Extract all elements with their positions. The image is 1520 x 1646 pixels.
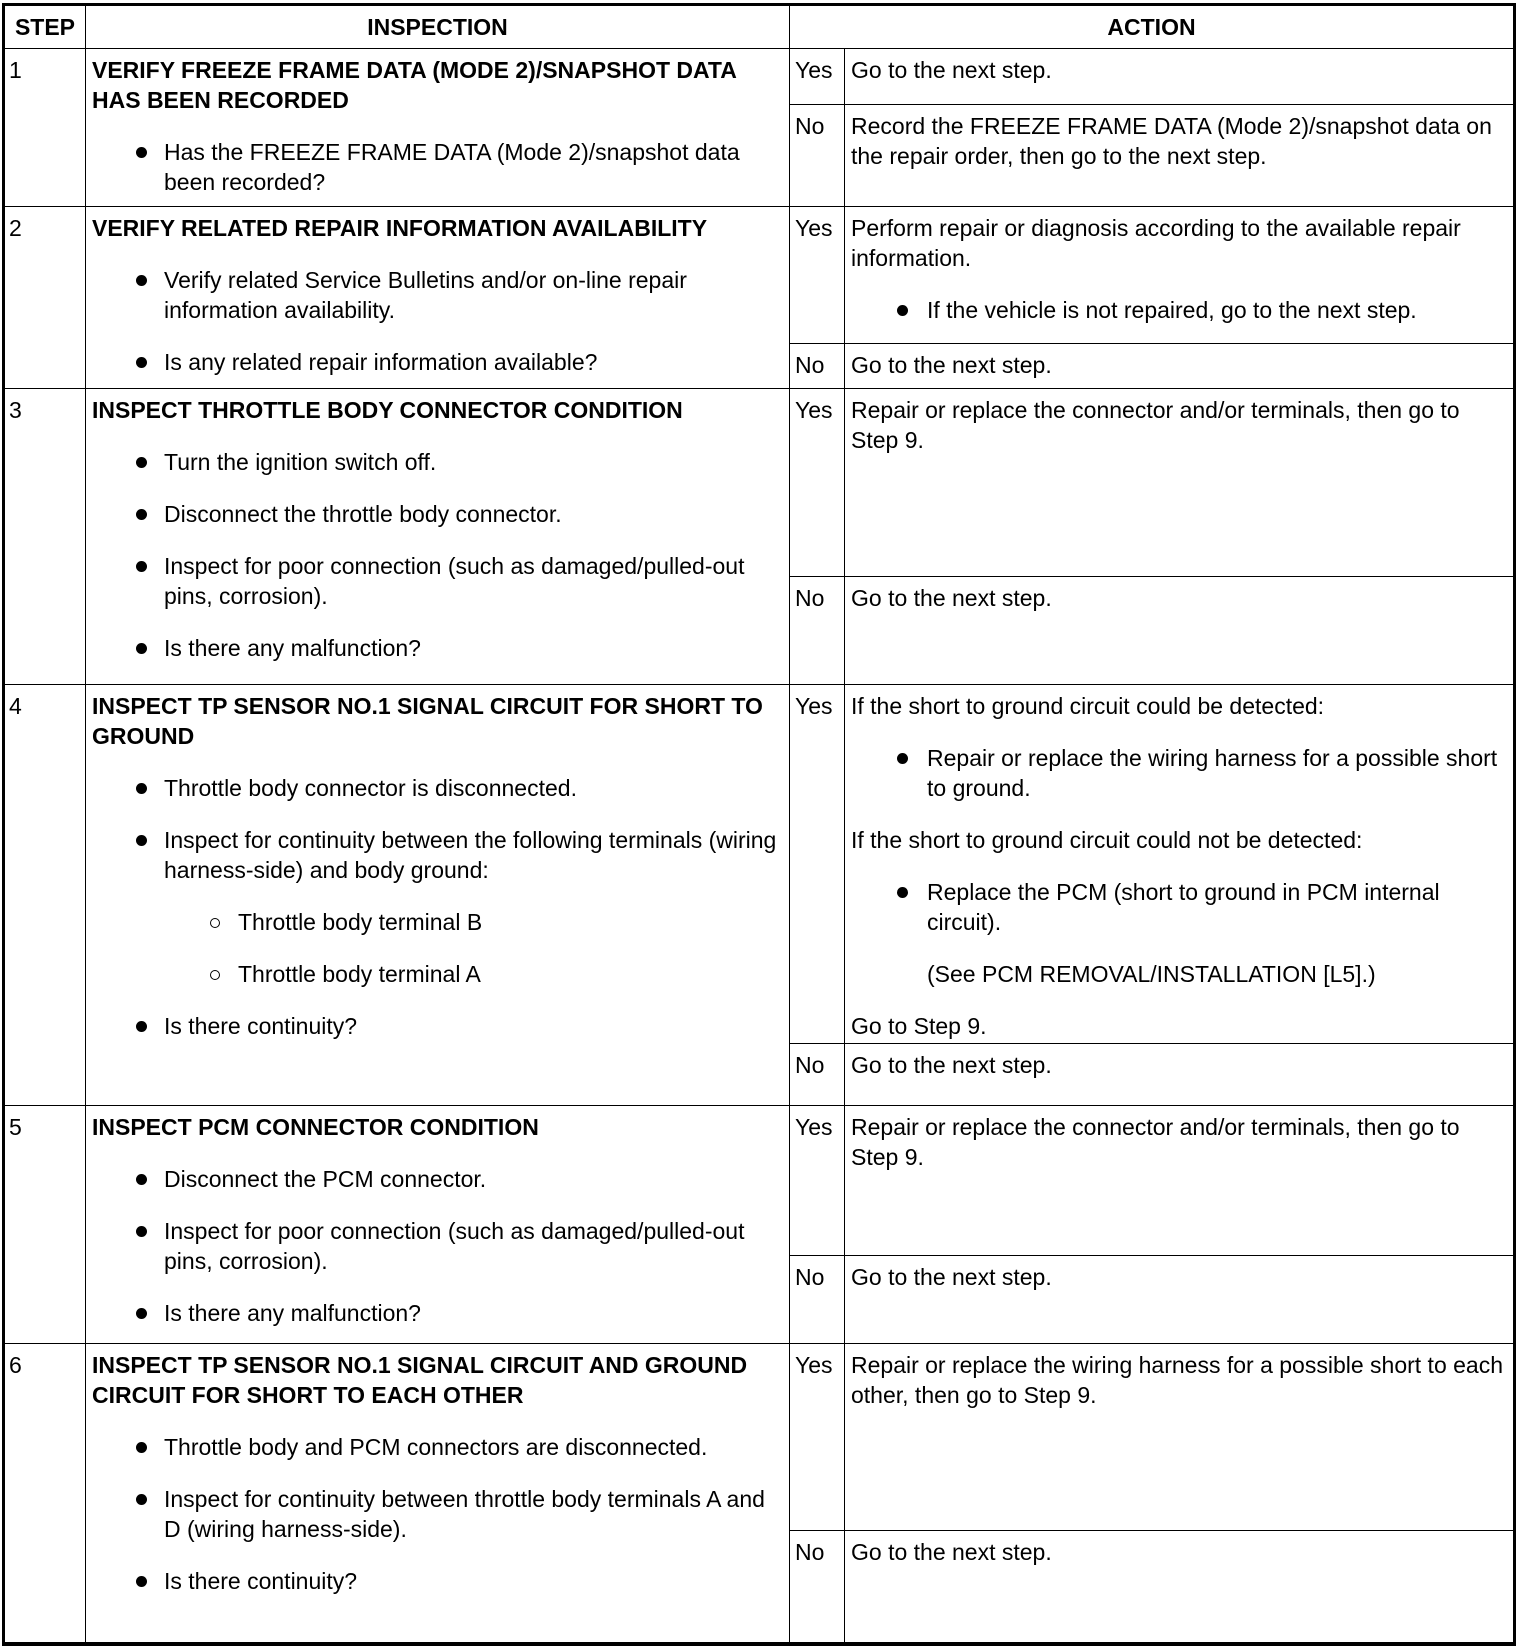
step-number: 5: [5, 1106, 86, 1343]
table-row: [5, 685, 1513, 1106]
bullet-item: Has the FREEZE FRAME DATA (Mode 2)/snapshot data been recorded?: [92, 137, 783, 197]
header-inspection: INSPECTION: [86, 6, 790, 48]
header-step: STEP: [5, 6, 86, 48]
action-paragraph: If the short to ground circuit could be detected:: [851, 693, 1325, 719]
step-number: 6: [5, 1344, 86, 1642]
action-cell: [790, 1344, 1513, 1642]
action-paragraph: Go to the next step.: [851, 1539, 1052, 1565]
bullet-item: Is there any malfunction?: [92, 633, 783, 663]
inspection-cell: [86, 49, 790, 206]
action-yes-text: [845, 49, 1513, 104]
table-header: [5, 6, 1513, 49]
bullet-item: Is there any malfunction?: [92, 1298, 783, 1328]
inspection-cell: [86, 1106, 790, 1343]
bullet-item: Is any related repair information available?: [92, 347, 783, 377]
table-row: [5, 1344, 1513, 1642]
bullet-item: Inspect for continuity between the following terminals (wiring harness-side) and body ground:: [92, 825, 783, 885]
action-yes-row: [790, 685, 1513, 1044]
action-yes-row: [790, 389, 1513, 577]
action-no-text: [845, 577, 1513, 684]
action-cell: [790, 389, 1513, 684]
answer-yes-label: Yes: [790, 685, 845, 1043]
action-paragraph: If the short to ground circuit could not be detected:: [851, 827, 1363, 853]
action-cell: [790, 207, 1513, 388]
action-no-text: [845, 1044, 1513, 1108]
action-yes-text: [845, 207, 1513, 343]
action-paragraph: Go to the next step.: [851, 352, 1052, 378]
bullet-item: Is there continuity?: [92, 1566, 783, 1596]
bullet-item: Disconnect the PCM connector.: [92, 1164, 783, 1194]
action-no-row: [790, 1044, 1513, 1108]
step-number: 4: [5, 685, 86, 1105]
action-cell: [790, 685, 1513, 1105]
inspection-title: INSPECT THROTTLE BODY CONNECTOR CONDITION: [92, 397, 683, 423]
bullet-item: Is there continuity?: [92, 1011, 783, 1041]
action-paragraph: Repair or replace the connector and/or terminals, then go to Step 9.: [851, 397, 1460, 453]
action-paragraph: Record the FREEZE FRAME DATA (Mode 2)/snapshot data on the repair order, then go to the next step.: [851, 113, 1492, 169]
header-action: ACTION: [1107, 14, 1196, 40]
action-paragraph: Repair or replace the wiring harness for a possible short to each other, then go to Step 9.: [851, 1352, 1504, 1408]
action-no-row: [790, 105, 1513, 206]
action-paragraph: Repair or replace the connector and/or terminals, then go to Step 9.: [851, 1114, 1460, 1170]
inspection-cell: [86, 1344, 790, 1642]
answer-no-label: No: [790, 344, 845, 408]
bullet-item: Turn the ignition switch off.: [92, 447, 783, 477]
bullet-item: Disconnect the throttle body connector.: [92, 499, 783, 529]
table-row: [5, 389, 1513, 685]
table-row: [5, 207, 1513, 389]
inspection-title: INSPECT TP SENSOR NO.1 SIGNAL CIRCUIT AND GROUND CIRCUIT FOR SHORT TO EACH OTHER: [92, 1352, 748, 1408]
answer-no-label: No: [790, 1256, 845, 1343]
action-bullet: If the vehicle is not repaired, go to the next step.: [851, 295, 1507, 325]
action-cell: [790, 1106, 1513, 1343]
action-yes-row: [790, 207, 1513, 344]
bullet-item: Inspect for poor connection (such as damaged/pulled-out pins, corrosion).: [92, 551, 783, 611]
diagnostic-table: [2, 3, 1516, 1646]
answer-no-label: No: [790, 1044, 845, 1108]
inspection-cell: [86, 685, 790, 1105]
action-yes-row: [790, 49, 1513, 105]
inspection-title: INSPECT PCM CONNECTOR CONDITION: [92, 1114, 539, 1140]
action-yes-text: [845, 389, 1513, 576]
action-paragraph: (See PCM REMOVAL/INSTALLATION [L5].): [927, 961, 1376, 987]
answer-yes-label: Yes: [790, 49, 845, 104]
bullet-item: Inspect for continuity between throttle body terminals A and D (wiring harness-side).: [92, 1484, 783, 1544]
action-paragraph: Go to the next step.: [851, 1264, 1052, 1290]
action-yes-text: [845, 1106, 1513, 1255]
bullet-item: Verify related Service Bulletins and/or on-line repair information availability.: [92, 265, 783, 325]
action-paragraph: Go to the next step.: [851, 57, 1052, 83]
sub-bullet-item: Throttle body terminal A: [92, 959, 783, 989]
action-no-row: [790, 1531, 1513, 1642]
answer-yes-label: Yes: [790, 207, 845, 343]
action-bullet: Replace the PCM (short to ground in PCM internal circuit).: [851, 877, 1507, 937]
answer-yes-label: Yes: [790, 389, 845, 576]
inspection-title: VERIFY FREEZE FRAME DATA (MODE 2)/SNAPSHOT DATA HAS BEEN RECORDED: [92, 57, 737, 113]
bullet-item: Throttle body connector is disconnected.: [92, 773, 783, 803]
action-no-row: [790, 1256, 1513, 1343]
action-no-text: [845, 1256, 1513, 1343]
action-cell: [790, 49, 1513, 206]
bullet-item: Inspect for poor connection (such as damaged/pulled-out pins, corrosion).: [92, 1216, 783, 1276]
action-no-text: [845, 1531, 1513, 1642]
table-row: [5, 49, 1513, 207]
action-paragraph: Go to Step 9.: [851, 1013, 987, 1039]
inspection-title: INSPECT TP SENSOR NO.1 SIGNAL CIRCUIT FOR SHORT TO GROUND: [92, 693, 763, 749]
sub-bullet-item: Throttle body terminal B: [92, 907, 783, 937]
step-number: 2: [5, 207, 86, 388]
answer-yes-label: Yes: [790, 1106, 845, 1255]
answer-yes-label: Yes: [790, 1344, 845, 1530]
step-number: 1: [5, 49, 86, 206]
bullet-item: Throttle body and PCM connectors are disconnected.: [92, 1432, 783, 1462]
action-yes-row: [790, 1344, 1513, 1531]
action-yes-text: [845, 685, 1513, 1043]
action-yes-text: [845, 1344, 1513, 1530]
action-paragraph: Perform repair or diagnosis according to the available repair information.: [851, 215, 1461, 271]
action-paragraph: Go to the next step.: [851, 1052, 1052, 1078]
table-row: [5, 1106, 1513, 1344]
action-no-row: [790, 577, 1513, 684]
answer-no-label: No: [790, 577, 845, 684]
answer-no-label: No: [790, 105, 845, 206]
step-number: 3: [5, 389, 86, 684]
answer-no-label: No: [790, 1531, 845, 1642]
action-paragraph: Go to the next step.: [851, 585, 1052, 611]
action-yes-row: [790, 1106, 1513, 1256]
inspection-cell: [86, 389, 790, 684]
action-no-text: [845, 105, 1513, 206]
inspection-title: VERIFY RELATED REPAIR INFORMATION AVAILABILITY: [92, 215, 708, 241]
action-bullet: Repair or replace the wiring harness for a possible short to ground.: [851, 743, 1507, 803]
inspection-cell: [86, 207, 790, 388]
